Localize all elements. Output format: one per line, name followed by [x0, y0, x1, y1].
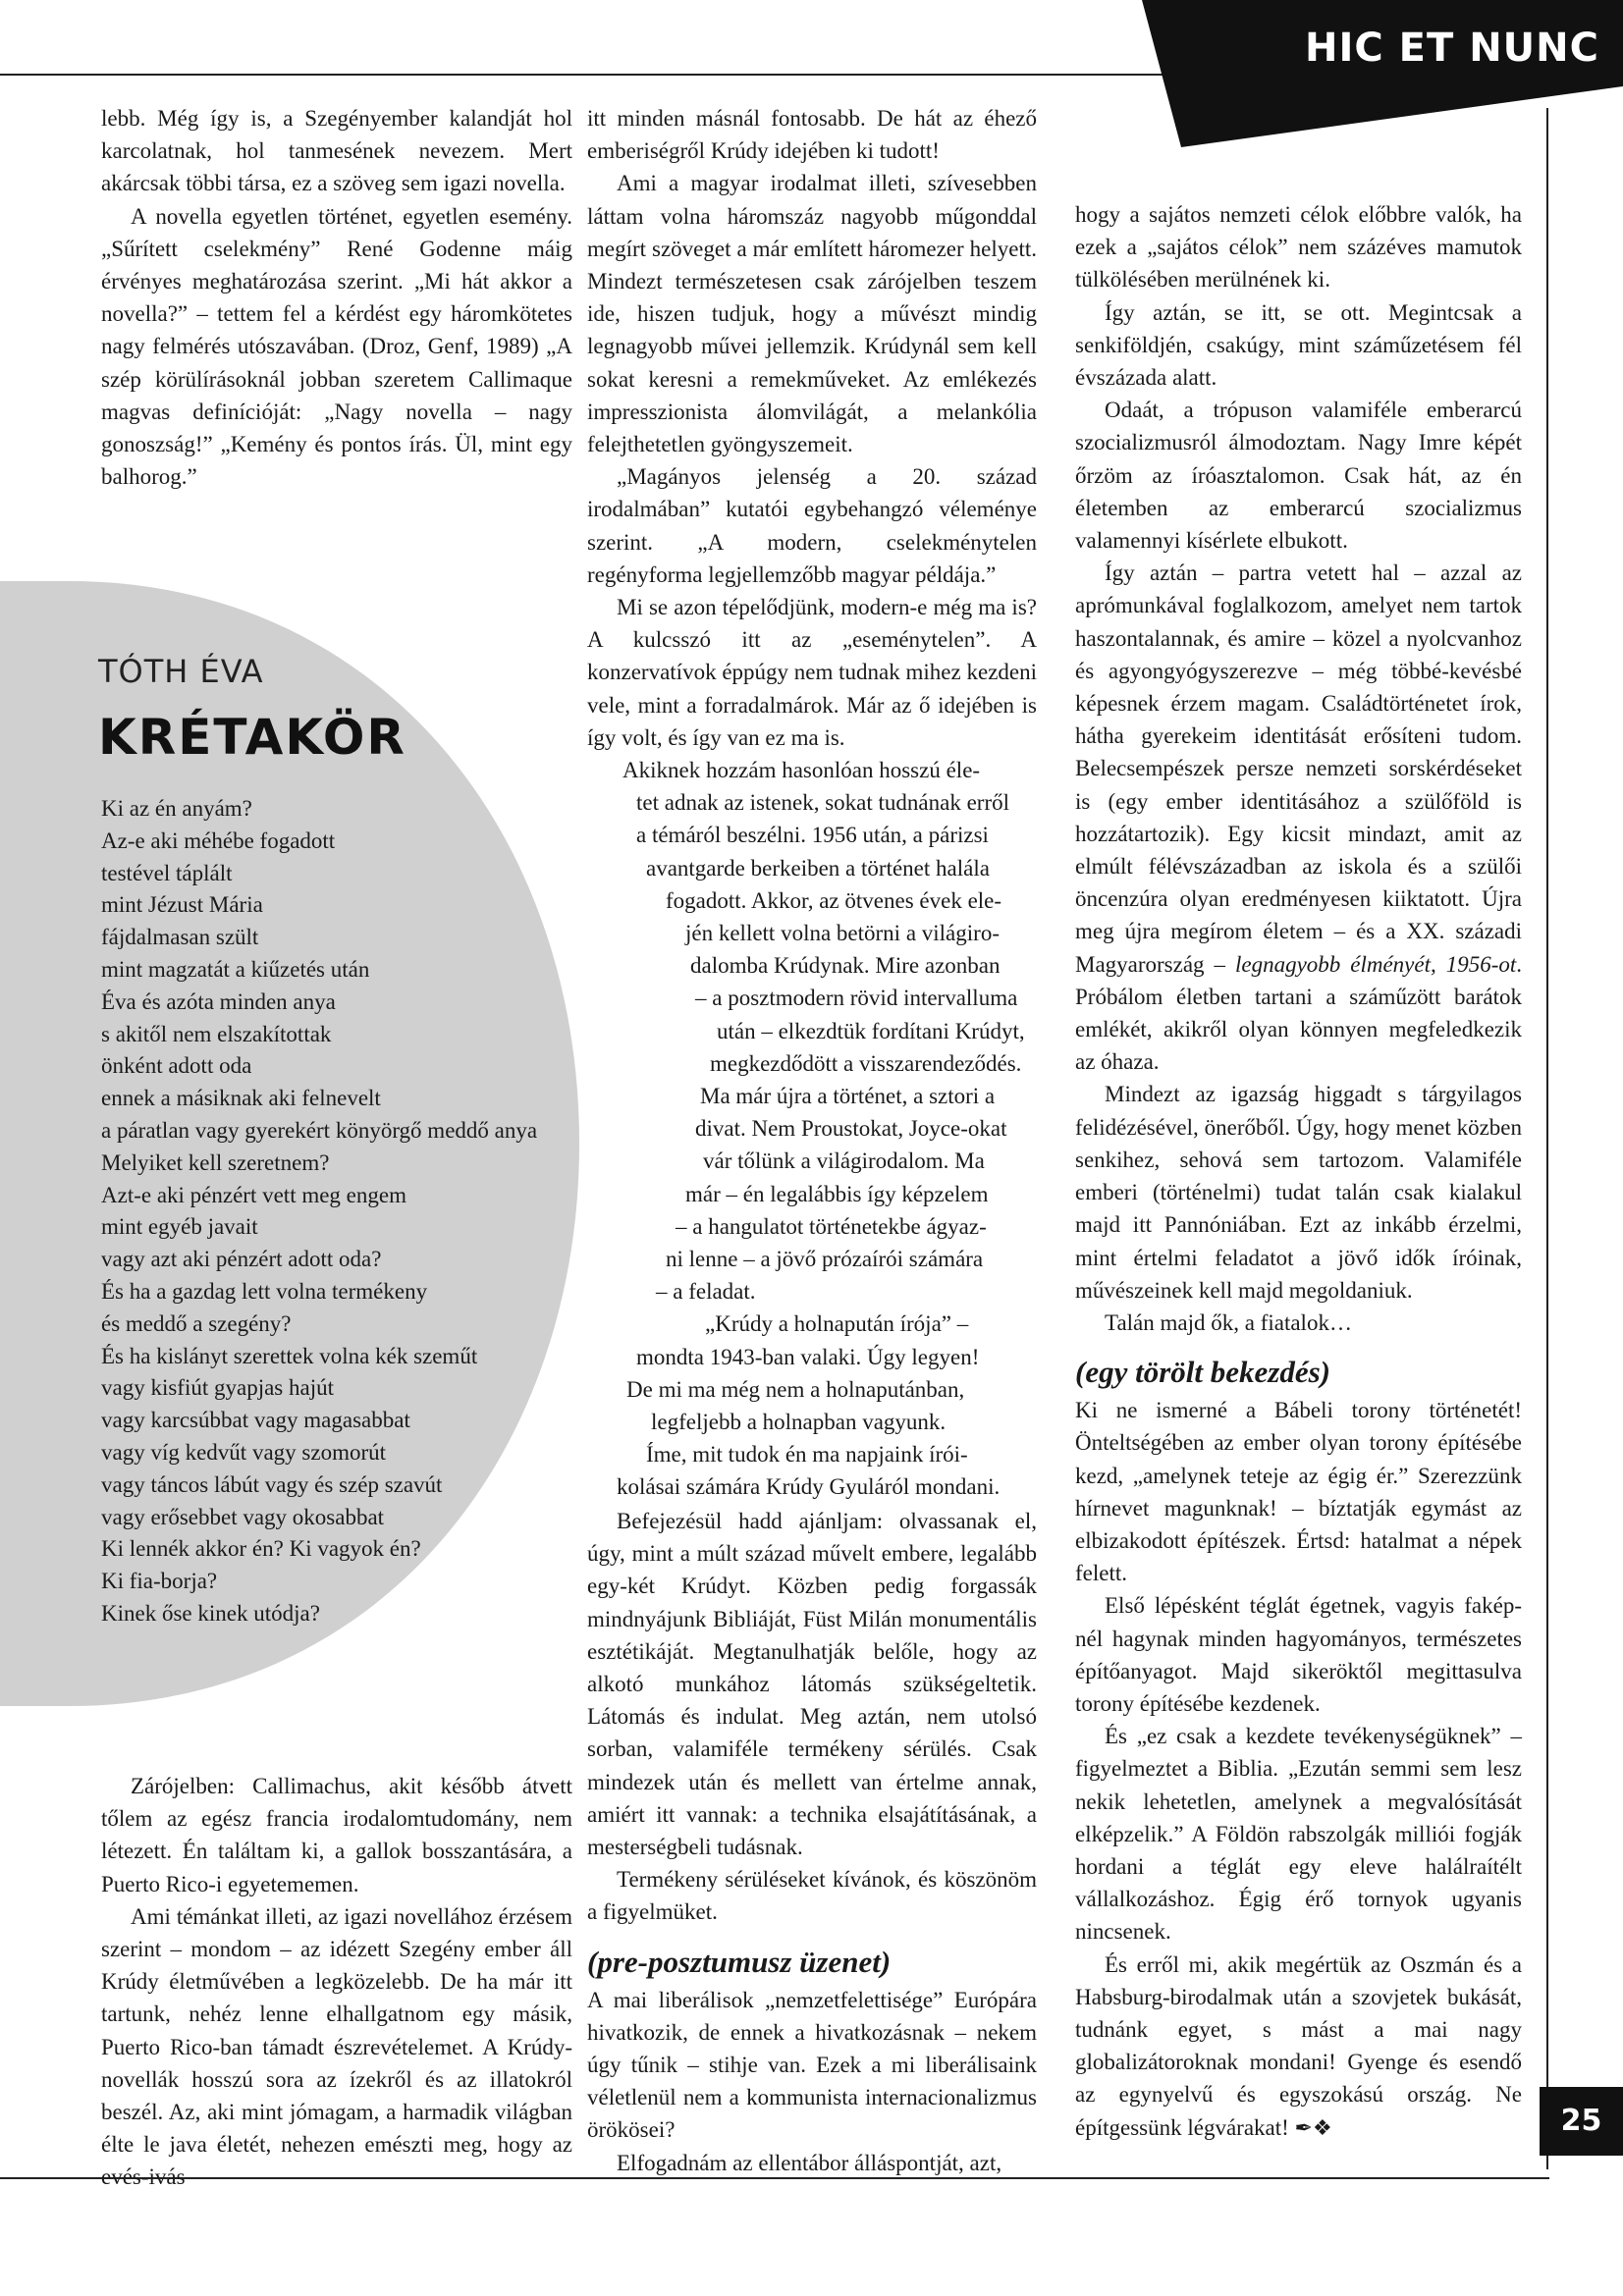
poem-line: vagy azt aki pénzért adott oda?: [101, 1247, 382, 1272]
paragraph: Ami témánkat illeti, az igazi novellához érzésem szerint – mondom – az idézett Szegény ember áll Krúdy életművében a legközelebb. De ha már itt tartunk, nehéz lenne elhallgatnom egy másik, Puerto Rico-ban támadt észrevételemet. A Krúdy-novellák hosszú sora az ízekről és az illatokról beszél. Az, aki mint jómagam, a harmadik világban élte le java életét, nehezen emészti meg, hogy az evés-ivás: [101, 1903, 572, 2190]
curved-line: vár tőlünk a világirodalom. Ma: [703, 1148, 985, 1174]
curved-line: megkezdődött a visszarendeződés.: [710, 1050, 1022, 1076]
curved-line: „Krúdy a holnapután írója” –: [705, 1311, 969, 1337]
section-title: HIC ET NUNC: [1305, 26, 1599, 71]
curved-line: Íme, mit tudok én ma napjaink írói-: [646, 1442, 968, 1468]
paragraph: [1075, 557, 1522, 1078]
paragraph: Első lépésként téglát égetnek, vagyis fakép-nél hagynak minden hagyományos, természetes építőanyagot. Majd sikeröktől megittasulva torony építésébe kezdenek.: [1075, 1593, 1522, 1716]
poem-line: fájdalmasan szült: [101, 925, 259, 950]
paragraph: A mai liberálisok „nemzetfelettisége” Európára hivatkozik, de ennek a hivatkozásnak – nekem úgy tűnik – stihje van. Ezek a mi liberálisaink véletlenül nem a kommunista internacionalizmus örökösei?: [587, 1987, 1037, 2143]
poem-line: Ki lennék akkor én? Ki vagyok én?: [101, 1536, 421, 1562]
curved-line: avantgarde berkeiben a történet halála: [646, 855, 990, 881]
paragraph-text: . Próbálom életben tartani a száműzött barátok emlékét, akikről olyan könnyen megfeledkezik az óhaza.: [1075, 951, 1522, 1075]
column-2-curved: [587, 754, 1037, 1504]
paragraph: hogy a sajátos nemzeti célok előbbre valók, ha ezek a „sajátos célok” nem százéves mamutok tülkölésében merülnének ki.: [1075, 202, 1522, 293]
right-rule: [1546, 108, 1548, 2169]
poem-line: Kinek őse kinek utódja?: [101, 1600, 320, 1626]
curved-line: – a hangulatot történetekbe ágyaz-: [676, 1213, 987, 1239]
poem-line: Ki fia-borja?: [101, 1569, 218, 1594]
poem-line: Melyiket kell szeretnem?: [101, 1149, 330, 1175]
paragraph: Mindezt az igazság higgadt s tárgyilagos felidézésével, önerőből. Úgy, hogy menet közben senkihez, sehová sem tartozom. Valamiféle emberi (történelmi) tudat talán csak kialakul majd itt Pannóniában. Ezt az inkább érzelmi, mint értelmi feladatot a jövő idők íróinak, művészeinek kell majd megoldaniuk.: [1075, 1082, 1522, 1303]
curved-line: a témáról beszélni. 1956 után, a párizsi: [636, 823, 989, 848]
poem-line: vagy erősebbet vagy okosabbat: [101, 1504, 385, 1529]
poem-line: mint magzatát a kiűzetés után: [101, 956, 370, 982]
curved-line: ni lenne – a jövő prózaírói számára: [666, 1247, 984, 1272]
paragraph: A novella egyetlen történet, egyetlen esemény. „Sűrített cselekmény” René Godenne máig érvényes meghatározása szerint. „Mi hát akkor a novella?” – tettem fel a kérdést egy háromkötetes nagy felmérés utószavában. (Droz, Genf, 1989) „A szép körülírásoknál jobban szeretem Callimaque magvas definícióját: „Nagy novella – nagy gonoszság!” „Kemény és pontos írás. Ül, mint egy balhorog.”: [101, 203, 572, 490]
paragraph-text: Így aztán – partra vetett hal – azzal az aprómunkával foglalkozom, amelyet nem tartok haszontalannak, és amire – közel a nyolcvanhoz és agyongyógyszerezve – még többé-kevésbé képesnek érzem magam. Családtörténetet írok, hátha gyerekeim identitását erősíteni tudom. Belecsempészek persze nemzeti sorskérdéseket is (egy ember identitásához a szülőföld is hozzátartozik). Egy kicsit mindazt, amit az elmúlt félévszázadban az iskola és a szülői öncenzúra olyan eredményesen kiiktatott. Újra meg újra megírom életem – és a XX. századi Magyarország –: [1075, 561, 1522, 977]
paragraph: Így aztán, se itt, se ott. Megintcsak a senkiföldjén, csakúgy, mint száműzetésem fél évszázada alatt.: [1075, 299, 1522, 391]
column-2-bottom: [587, 1505, 1037, 2179]
paragraph: Ami a magyar irodalmat illeti, szívesebben láttam volna háromszáz nagyobb műgonddal megírt szöveget a már említett háromezer helyett. Mindezt természetesen csak zárójelben teszem ide, hiszen tudjuk, hogy a művészt mindig legnagyobb művei jellemzik. Krúdynál sem kell sokat keresni a remekműveket. Az emlékezés impresszionista álomvilágát, a melankólia felejthetetlen gyöngyszemeit.: [587, 171, 1037, 457]
curved-line: divat. Nem Proustokat, Joyce-okat: [695, 1116, 1007, 1142]
paragraph: És „ez csak a kezdete tevékenységüknek” – figyelmeztet a Biblia. „Ezután semmi sem lesz nekik lehetetlen, amelynek a megvalósítását elképzelik.” A Földön rabszolgák milliói fogják hordani a téglát egy eleve halálraítélt vállalkozáshoz. Égig érő tornyok ugyanis nincsenek.: [1075, 1724, 1522, 1945]
column-1-top: [101, 102, 572, 493]
curved-line: legfeljebb a holnapban vagyunk.: [651, 1410, 947, 1435]
paragraph: Ki ne ismerné a Bábeli torony történetét! Önteltségében az ember olyan torony építésébe kezd, „amelynek teteje az égig ér.” Szerezzünk hírnevet magunknak! – bíztatják egymást az elbizakodott építészek. Értsd: hatalmat a népek felett.: [1075, 1398, 1522, 1586]
page-number: 25: [1540, 2087, 1623, 2156]
poem-line: Éva és azóta minden anya: [101, 988, 336, 1014]
curved-line: már – én legalábbis így képzelem: [685, 1181, 989, 1206]
curved-line: után – elkezdtük fordítani Krúdyt,: [717, 1018, 1025, 1043]
curved-line: Akiknek hozzám hasonlóan hosszú éle-: [622, 758, 981, 782]
poem-line: mint egyéb javait: [101, 1214, 258, 1240]
poem-title: KRÉTAKÖR: [98, 709, 406, 766]
paragraph: Zárójelben: Callimachus, akit később átvett tőlem az egész francia irodalomtudomány, nem létezett. Én találtam ki, a gallok bosszantására, a Puerto Rico-i egyetememen.: [101, 1774, 572, 1896]
paragraph: Termékeny sérüléseket kívánok, és köszönöm a figyelmüket.: [587, 1867, 1037, 1925]
curved-line: tet adnak az istenek, sokat tudnának erről: [636, 790, 1009, 816]
poem-line: vagy kisfiút gyapjas hajút: [101, 1375, 334, 1401]
poem-line: És ha a gazdag lett volna termékeny: [101, 1278, 428, 1304]
poem-line: a páratlan vagy gyerekért könyörgő meddő anya: [101, 1117, 538, 1143]
poem-line: testével táplált: [101, 860, 233, 885]
end-mark-icon: ✒❖: [1294, 2114, 1332, 2140]
paragraph: „Magányos jelenség a 20. század irodalmában” kutatói egybehangzó véleménye szerint. „A modern, cselekménytelen regényforma legjellemzőbb magyar példája.”: [587, 464, 1037, 587]
poem-body: [101, 793, 537, 1630]
curved-line: jén kellett volna betörni a világiro-: [685, 921, 1000, 946]
poem-line: Azt-e aki pénzért vett meg engem: [101, 1182, 406, 1207]
paragraph: Talán majd ők, a fiatalok…: [1105, 1309, 1352, 1335]
poem-line: vagy víg kedvűt vagy szomorút: [101, 1439, 387, 1465]
column-2: [587, 102, 1037, 754]
curved-line: mondta 1943-ban valaki. Úgy legyen!: [636, 1344, 980, 1369]
section-heading: (egy törölt bekezdés): [1075, 1355, 1330, 1390]
poem-line: ennek a másiknak aki felnevelt: [101, 1086, 381, 1111]
section-heading: (pre-posztumusz üzenet): [587, 1944, 892, 1979]
paragraph-text: És erről mi, akik megértük az Oszmán és a Habsburg-birodalmak után a szovjetek bukását, tudnánk egyet, s mást a mai nagy globalizátoroknak mondani! Gyenge és esendő az egynyelvű és egyszokású ország. Ne építgessünk légvárakat!: [1075, 1951, 1522, 2140]
poem-line: és meddő a szegény?: [101, 1310, 292, 1336]
poem-line: vagy karcsúbbat vagy magasabbat: [101, 1408, 410, 1433]
poem-line: önként adott oda: [101, 1053, 252, 1079]
paragraph: Mi se azon tépelődjünk, modern-e még ma is? A kulcsszó itt az „eseménytelen”. A konzervatívok éppúgy nem tudnak mihez kezdeni vele, mint a forradalmárok. Már az ő idejében is így volt, és így van ez ma is.: [587, 595, 1037, 750]
italic-phrase: legnagyobb élményét, 1956-ot: [1234, 951, 1517, 977]
paragraph: Elfogadnám az ellentábor álláspontját, azt,: [617, 2150, 1002, 2175]
poem-line: mint Jézust Mária: [101, 892, 263, 918]
paragraph: Odaát, a trópuson valamiféle emberarcú szocializmusról álmodoztam. Nagy Imre képét őrzöm az íróasztalomon. Csak hát, az én életemben az emberarcú szocializmus valamennyi kísérlete elbukott.: [1075, 398, 1522, 554]
poem-line: vagy táncos lábút vagy és szép szavút: [101, 1471, 443, 1497]
curved-line: dalomba Krúdynak. Mire azonban: [690, 953, 1001, 979]
curved-line: kolásai számára Krúdy Gyuláról mondani.: [617, 1474, 1001, 1500]
curved-line: – a feladat.: [656, 1279, 756, 1305]
curved-line: De mi ma még nem a holnaputánban,: [626, 1376, 965, 1402]
poem-line: És ha kislányt szerettek volna kék szeműt: [101, 1343, 478, 1368]
column-1-bottom: [101, 1770, 572, 2194]
poem-author: TÓTH ÉVA: [98, 653, 264, 690]
curved-line: Ma már újra a történet, a sztori a: [700, 1084, 996, 1109]
section-banner: [1142, 0, 1623, 147]
column-3: [1075, 198, 1522, 2144]
curved-line: fogadott. Akkor, az ötvenes évek ele-: [666, 887, 1002, 913]
paragraph: lebb. Még így is, a Szegényember kalandját hol karcolatnak, hol tanmesének nevezem. Mert akárcsak többi társa, ez a szöveg sem igazi novella.: [101, 106, 572, 196]
poem-line: s akitől nem elszakítottak: [101, 1021, 332, 1046]
paragraph: itt minden másnál fontosabb. De hát az éhező emberiségről Krúdy idejében ki tudott!: [587, 106, 1037, 164]
paragraph: [1075, 1949, 1522, 2144]
poem-line: Az-e aki méhébe fogadott: [101, 828, 336, 853]
curved-line: – a posztmodern rövid intervalluma: [695, 986, 1018, 1011]
paragraph: Befejezésül hadd ajánljam: olvassanak el, úgy, mint a múlt század művelt embere, legalább egy-két Krúdyt. Közben pedig forgassák mindnyájunk Bibliáját, Füst Milán monumentális esztétikáját. Megtanulhatják belőle, hogy az alkotó munkához látomás szükségeltetik. Látomás és indulat. Meg aztán, nem utolsó sorban, valamiféle termékeny sérülés. Csak mindezek után és mellett van értelme annak, amiért itt vannak: a technika elsajátításának, a mesterségbeli tudásnak.: [587, 1509, 1037, 1860]
poem-line: Ki az én anyám?: [101, 796, 252, 821]
